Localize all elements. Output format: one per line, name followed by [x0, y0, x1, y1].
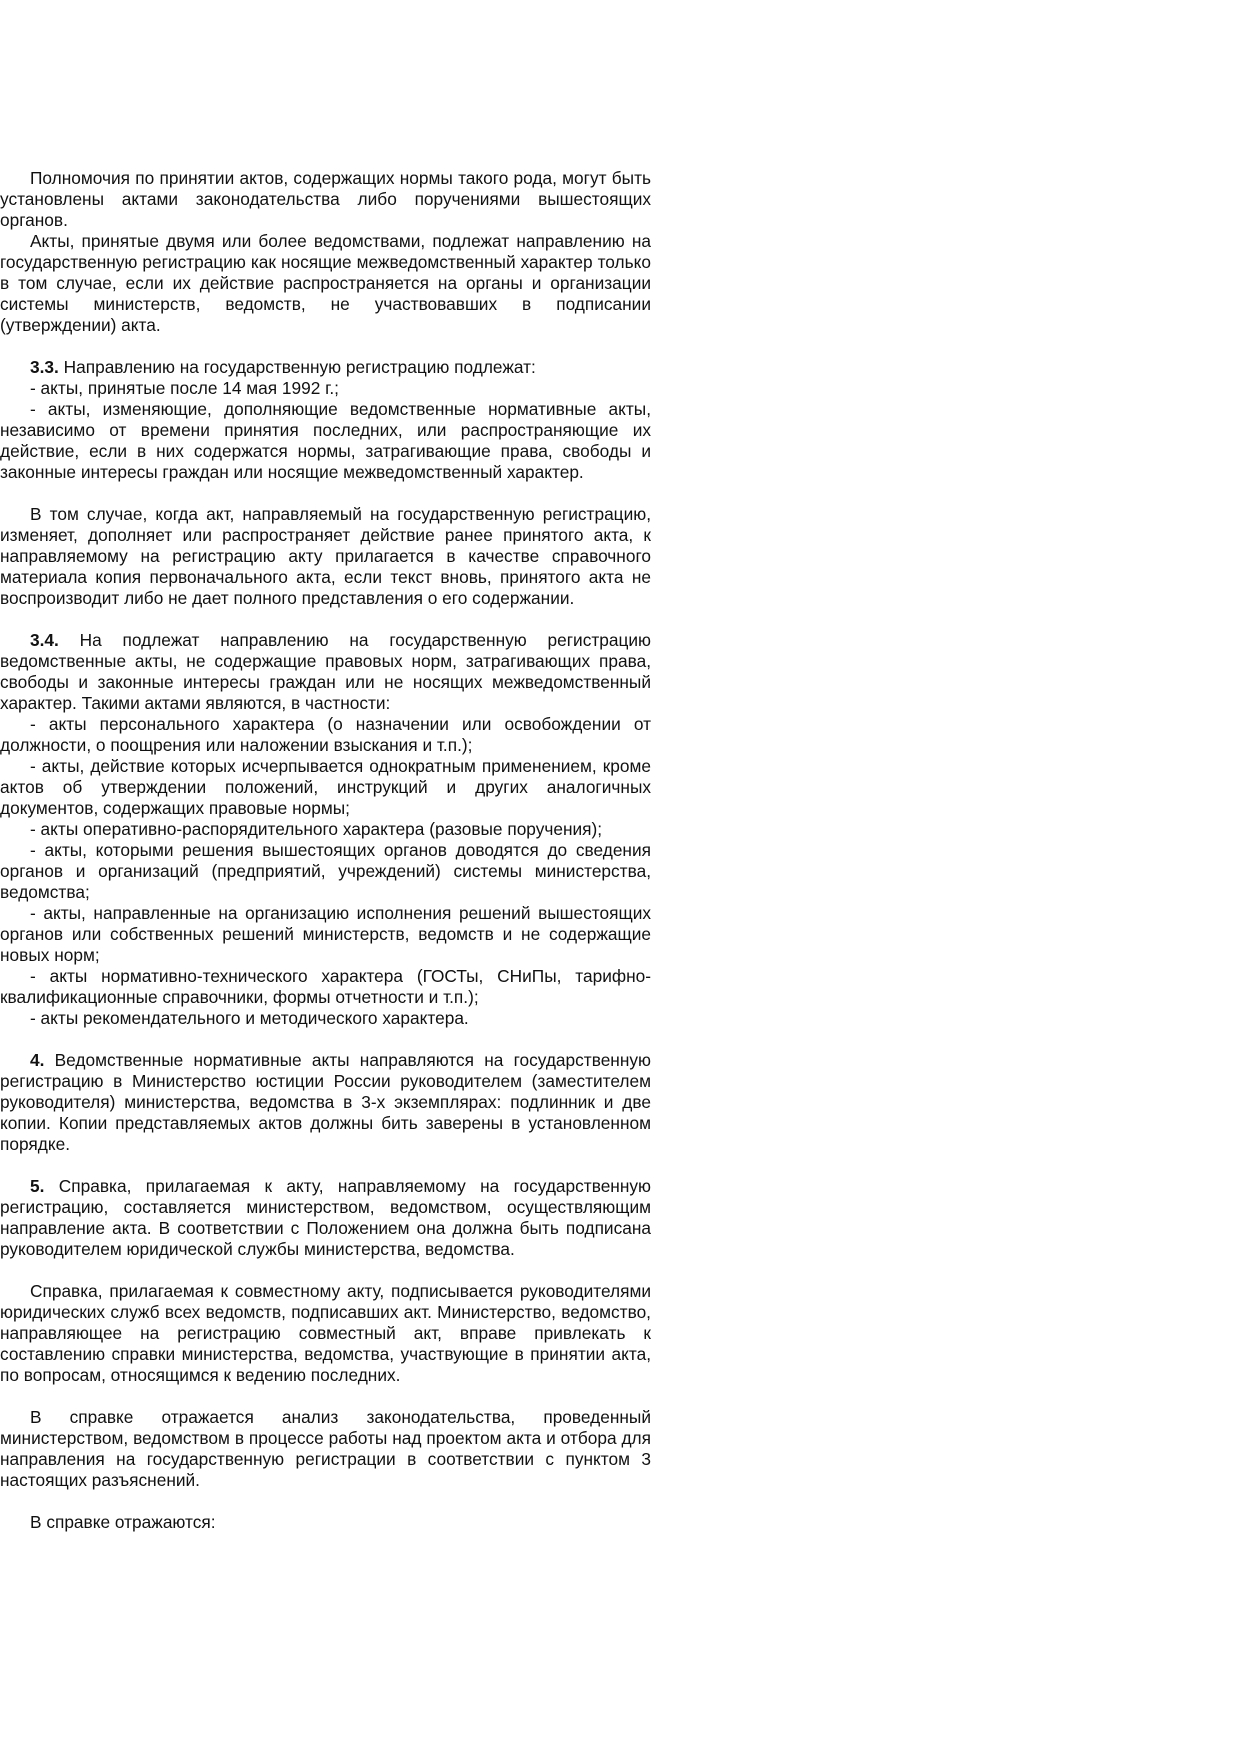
paragraph-text: - акты, изменяющие, дополняющие ведомственные нормативные акты, независимо от времени принятия последних, или распространяющие их действие, если в них содержатся нормы, затрагивающие права, свободы и законные интересы граждан или носящие межведомственный характер. [0, 399, 651, 482]
paragraph-text: - акты, принятые после 14 мая 1992 г.; [30, 378, 339, 398]
paragraph [0, 756, 651, 819]
paragraph [0, 1407, 651, 1491]
paragraph-spacer [0, 483, 651, 504]
paragraph [0, 504, 651, 609]
paragraph-text: Направлению на государственную регистрацию подлежат: [63, 357, 536, 377]
document-page [0, 168, 651, 1533]
paragraph [0, 714, 651, 756]
paragraph-text: - акты, которыми решения вышестоящих органов доводятся до сведения органов и организаций (предприятий, учреждений) системы министерства, ведомства; [0, 840, 651, 902]
paragraph-text: Ведомственные нормативные акты направляются на государственную регистрацию в Министерство юстиции России руководителем (заместителем руководителя) министерства, ведомства в 3-х экземплярах: подлинник и две копии. Копии представляемых актов должны бить заверены в установленном порядке. [0, 1050, 651, 1154]
paragraph-text: - акты рекомендательного и методического характера. [30, 1008, 469, 1028]
paragraph-spacer [0, 1386, 651, 1407]
section-number: 4. [30, 1050, 45, 1070]
paragraph-text: - акты, направленные на организацию исполнения решений вышестоящих органов или собственных решений министерств, ведомств и не содержащие новых норм; [0, 903, 651, 965]
paragraph-text: На подлежат направлению на государственную регистрацию ведомственные акты, не содержащие правовых норм, затрагивающих права, свободы и законные интересы граждан или не носящих межведомственный характер. Такими актами являются, в частности: [0, 630, 651, 713]
paragraph-text: Полномочия по принятии актов, содержащих нормы такого рода, могут быть установлены актами законодательства либо поручениями вышестоящих органов. [0, 168, 651, 230]
paragraph [0, 966, 651, 1008]
paragraph-text: - акты оперативно-распорядительного характера (разовые поручения); [30, 819, 603, 839]
paragraph-text: Акты, принятые двумя или более ведомствами, подлежат направлению на государственную регистрацию как носящие межведомственный характер только в том случае, если их действие распространяется на органы и организации системы министерств, ведомств, не участвовавших в подписании (утверждении) акта. [0, 231, 651, 335]
paragraph [0, 1512, 651, 1533]
paragraph [0, 840, 651, 903]
paragraph-spacer [0, 336, 651, 357]
paragraph [0, 231, 651, 336]
paragraph-text: Справка, прилагаемая к совместному акту, подписывается руководителями юридических служб всех ведомств, подписавших акт. Министерство, ведомство, направляющее на регистрацию совместный акт, вправе привлекать к составлению справки министерства, ведомства, участвующие в принятии акта, по вопросам, относящимся к ведению последних. [0, 1281, 651, 1385]
paragraph [0, 1176, 651, 1260]
paragraph [0, 399, 651, 483]
paragraph-text: В том случае, когда акт, направляемый на государственную регистрацию, изменяет, дополняет или распространяет действие ранее принятого акта, к направляемому на регистрацию акту прилагается в качестве справочного материала копия первоначального акта, если текст вновь, принятого акта не воспроизводит либо не дает полного представления о его содержании. [0, 504, 651, 608]
paragraph [0, 357, 651, 378]
paragraph [0, 1281, 651, 1386]
paragraph-spacer [0, 1029, 651, 1050]
paragraph [0, 168, 651, 231]
paragraph [0, 1050, 651, 1155]
paragraph [0, 378, 651, 399]
section-number: 3.3. [30, 357, 59, 377]
paragraph-text: - акты персонального характера (о назначении или освобождении от должности, о поощрения или наложении взыскания и т.п.); [0, 714, 651, 755]
paragraph-spacer [0, 609, 651, 630]
paragraph [0, 1008, 651, 1029]
paragraph-spacer [0, 1155, 651, 1176]
paragraph-text: - акты, действие которых исчерпывается однократным применением, кроме актов об утверждении положений, инструкций и других аналогичных документов, содержащих правовые нормы; [0, 756, 651, 818]
paragraph [0, 903, 651, 966]
paragraph-text: В справке отражается анализ законодательства, проведенный министерством, ведомством в процессе работы над проектом акта и отбора для направления на государственную регистрации в соответствии с пунктом 3 настоящих разъяснений. [0, 1407, 651, 1490]
section-number: 3.4. [30, 630, 59, 650]
section-number: 5. [30, 1176, 45, 1196]
paragraph-spacer [0, 1491, 651, 1512]
paragraph [0, 819, 651, 840]
paragraph-text: - акты нормативно-технического характера (ГОСТы, СНиПы, тарифно-квалификационные справочники, формы отчетности и т.п.); [0, 966, 651, 1007]
paragraph-text: Справка, прилагаемая к акту, направляемому на государственную регистрацию, составляется министерством, ведомством, осуществляющим направление акта. В соответствии с Положением она должна быть подписана руководителем юридической службы министерства, ведомства. [0, 1176, 651, 1259]
paragraph [0, 630, 651, 714]
paragraph-spacer [0, 1260, 651, 1281]
paragraph-text: В справке отражаются: [30, 1512, 216, 1532]
